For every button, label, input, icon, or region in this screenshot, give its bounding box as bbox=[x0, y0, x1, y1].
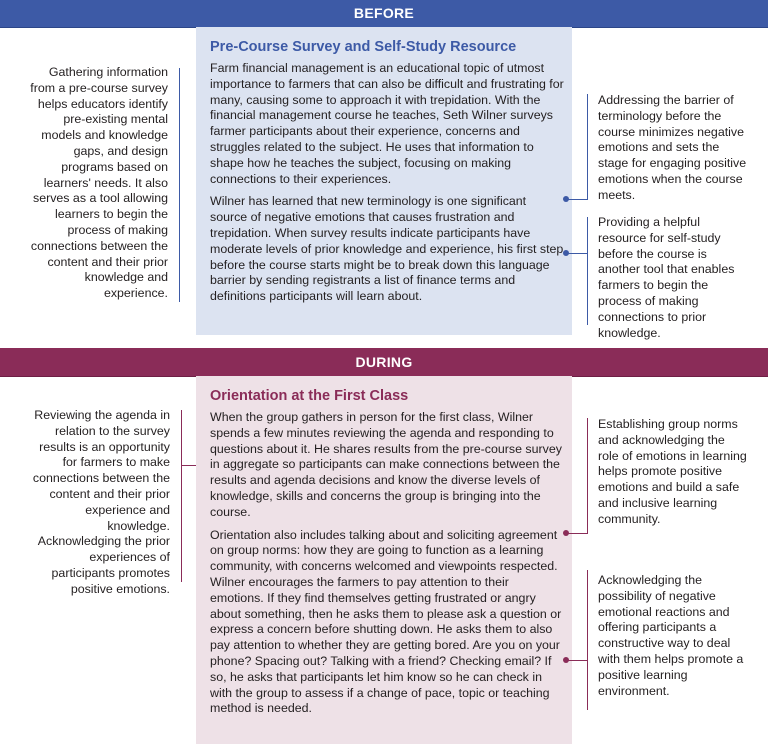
before-paragraph-1: Farm financial management is an educational topic of utmost importance to farmers that can also be difficult and frustrating for many, causing some to approach it with trepidation. With the financial management course he teaches, Seth Wilner surveys farmer participants about their experience, concerns and struggles related to the subject. He uses that information to shape how he teaches the subject, focusing on making connections to their experiences. bbox=[210, 61, 564, 186]
before-left-note-bar bbox=[179, 68, 180, 302]
during-panel-title: Orientation at the First Class bbox=[210, 388, 409, 404]
during-right-note-bar-1 bbox=[587, 418, 588, 534]
before-panel-title: Pre-Course Survey and Self-Study Resource bbox=[210, 39, 517, 55]
during-paragraph-2: Orientation also includes talking about and soliciting agreement on group norms: how they are going to function as a learning community, with concerns welcomed and viewpoints respected. Wilner encourages the farmers to pay attention to their emotions. If they find themselves getting frustrated or angry about something, then he asks them to please ask a question or express a concern before shutting down. He asks them to also pay attention to whether they are getting bored. Are you on your phone? Spacing out? Talking with a friend? Checking email? If so, he asks that participants let him know so he can check in with the group to assess if a change of pace, topic or teaching method is needed. bbox=[210, 527, 562, 716]
during-connector-line-1 bbox=[568, 533, 587, 534]
during-section-banner bbox=[0, 348, 768, 377]
during-right-note-1: Establishing group norms and acknowledging the role of emotions in learning helps promote positive emotions and build a safe and inclusive learning community. bbox=[598, 417, 747, 526]
during-right-note-2: Acknowledging the possibility of negative emotional reactions and offering participants a constructive way to deal with them helps promote a positive learning environment. bbox=[598, 573, 744, 698]
during-left-note: Reviewing the agenda in relation to the survey results is an opportunity for farmers to make connections between the content and their prior experience and knowledge. Acknowledging the prior experiences of participants promotes positive emotions. bbox=[32, 408, 170, 596]
before-right-note-bar-2 bbox=[587, 217, 588, 325]
during-panel bbox=[196, 376, 572, 744]
before-left-note: Gathering information from a pre-course survey helps educators identify pre-existing mental models and knowledge gaps, and design programs based on learners' needs. It also serves as a tool allowing learners to begin the process of making connections between the content and their prior knowledge and experience. bbox=[30, 65, 168, 301]
before-right-note-2: Providing a helpful resource for self-study before the course is another tool that enables farmers to begin the process of making connections to prior knowledge. bbox=[598, 215, 735, 340]
before-banner-label: BEFORE bbox=[353, 5, 415, 21]
before-panel bbox=[196, 27, 572, 335]
during-banner-label: DURING bbox=[355, 354, 413, 370]
during-right-note-bar-2 bbox=[587, 570, 588, 710]
before-connector-line-1 bbox=[568, 199, 587, 200]
before-connector-line-2 bbox=[568, 253, 587, 254]
before-right-note-1: Addressing the barrier of terminology before the course minimizes negative emotions and sets the stage for engaging positive emotions when the course meets. bbox=[598, 93, 747, 202]
during-connector-line-2 bbox=[568, 660, 587, 661]
during-paragraph-1: When the group gathers in person for the first class, Wilner spends a few minutes reviewing the agenda and responding to questions about it. He shares results from the pre-course survey in aggregate so participants can make connections between the results and agenda decisions and know the diverse levels of knowledge, skills and concerns the group is bringing into the course. bbox=[210, 410, 562, 519]
during-left-note-bar bbox=[181, 410, 182, 582]
before-right-note-bar-1 bbox=[587, 94, 588, 200]
before-paragraph-2: Wilner has learned that new terminology is one significant source of negative emotions that causes frustration and trepidation. When survey results indicate participants have moderate levels of prior knowledge and experience, his first step before the course starts might be to break down this language barrier by sending registrants a list of finance terms and definitions participants will learn about. bbox=[210, 194, 564, 304]
before-section-banner bbox=[0, 0, 768, 28]
